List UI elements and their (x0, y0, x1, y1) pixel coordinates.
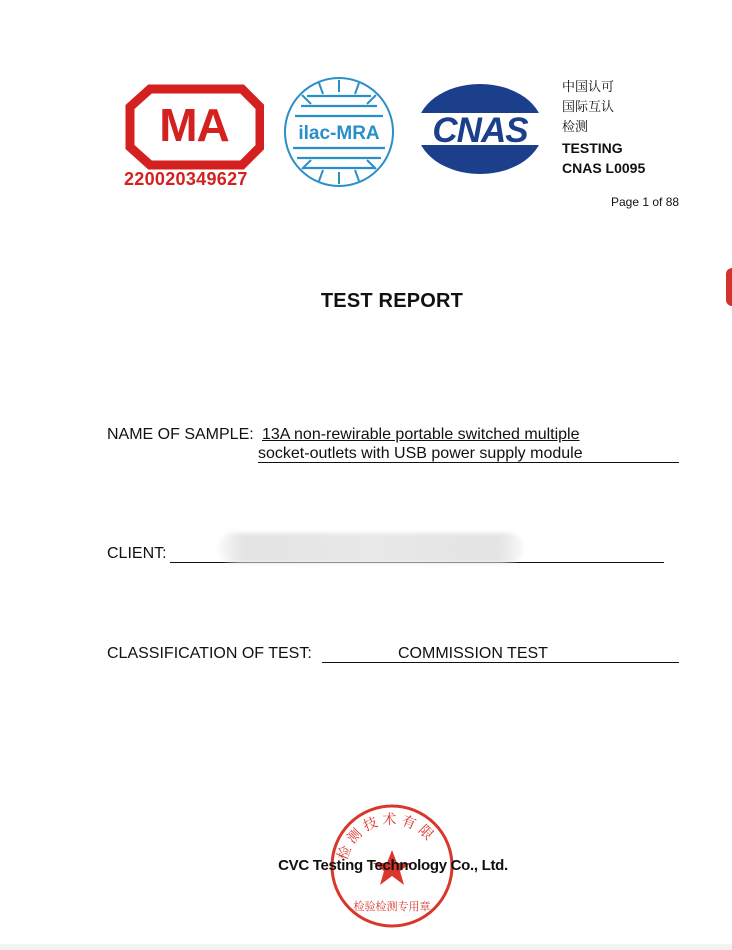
company-name: CVC Testing Technology Co., Ltd. (278, 857, 508, 874)
svg-text:MA: MA (159, 99, 229, 151)
accreditation-number: CNAS L0095 (562, 160, 646, 176)
accreditation-line: 中国认可 (562, 80, 615, 95)
cma-logo-graphic (122, 83, 264, 171)
page-bottom-edge (0, 944, 732, 950)
classification-label: CLASSIFICATION OF TEST: (107, 645, 312, 662)
ilac-mra-logo (283, 76, 395, 188)
client-label: CLIENT: (107, 545, 167, 562)
seal-text-bottom: 检验检测专用章 (353, 900, 431, 913)
accreditation-line: TESTING (562, 140, 623, 156)
report-title: TEST REPORT (320, 290, 464, 312)
sample-label: NAME OF SAMPLE: (107, 426, 254, 443)
accreditation-line: 检测 (562, 120, 589, 135)
classification-underline (322, 662, 679, 663)
cnas-graphic (415, 82, 545, 176)
sample-underline (258, 462, 679, 463)
seal-text-top: 检测技术有限 (334, 811, 439, 863)
accreditation-text (562, 78, 645, 178)
sample-value-line1: 13A non-rewirable portable switched multiple (262, 426, 580, 443)
page-indicator: Page 1 of 88 (611, 195, 680, 209)
ilac-mra-graphic (283, 76, 395, 188)
cnas-text: CNAS (432, 111, 528, 150)
classification-value: COMMISSION TEST (398, 645, 548, 662)
ilac-mra-text: ilac-MRA (298, 123, 380, 144)
accreditation-line: 国际互认 (562, 100, 615, 115)
sample-value-line2: socket-outlets with USB power supply module (258, 445, 583, 462)
cnas-logo (415, 82, 545, 176)
cma-number: 220020349627 (124, 169, 248, 189)
cma-logo (122, 83, 264, 193)
client-redaction (218, 533, 523, 563)
